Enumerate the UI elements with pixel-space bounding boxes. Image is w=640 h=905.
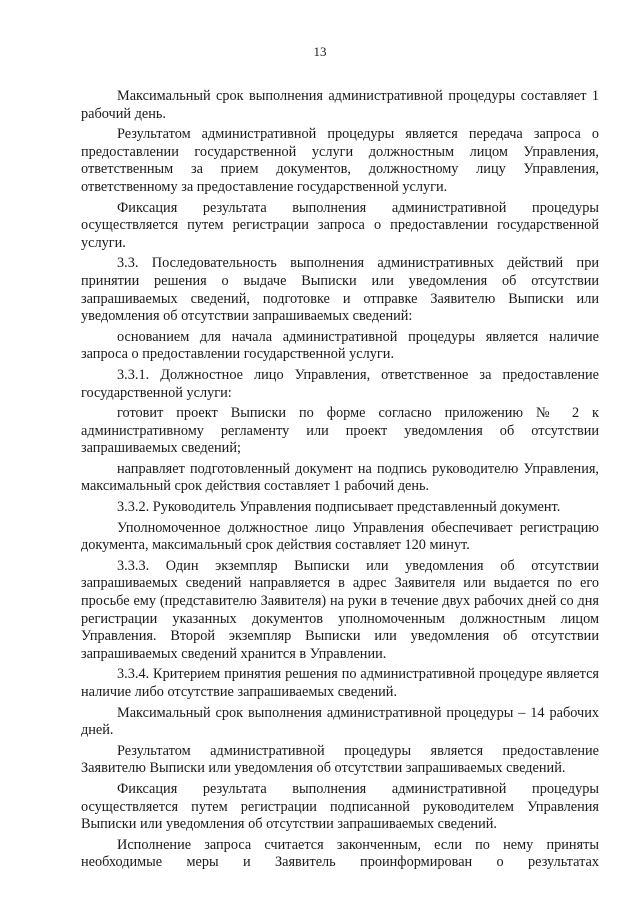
paragraph: 3.3. Последовательность выполнения административных действий при принятии решения о выдаче Выписки или уведомления об отсутствии запрашиваемых сведений, подготовке и отправке Заявителю Выписки или уведомления об отсутствии запрашиваемых сведений: [81,255,599,325]
paragraph: 3.3.3. Один экземпляр Выписки или уведомления об отсутствии запрашиваемых сведений направляется в адрес Заявителя или выдается по его просьбе ему (представителю Заявителя) на руки в течение двух рабочих дней со дня регистрации указанных документов уполномоченным должностным лицом Управления. Второй экземпляр Выписки или уведомления об отсутствии запрашиваемых сведений хранится в Управлении. [81,557,599,662]
paragraph: готовит проект Выписки по форме согласно приложению № 2 к административному регламенту или проект уведомления об отсутствии запрашиваемых сведений; [81,405,599,457]
page-number: 13 [313,44,327,59]
paragraph: 3.3.1. Должностное лицо Управления, ответственное за предоставление государственной услуги: [81,366,599,401]
paragraph: Максимальный срок выполнения административной процедуры – 14 рабочих дней. [81,704,599,739]
paragraph: Результатом административной процедуры является предоставление Заявителю Выписки или уведомления об отсутствии запрашиваемых сведений. [81,742,599,777]
paragraph: направляет подготовленный документ на подпись руководителю Управления, максимальный срок действия составляет 1 рабочий день. [81,460,599,495]
paragraph: Максимальный срок выполнения административной процедуры составляет 1 рабочий день. [81,88,599,122]
paragraph: Результатом административной процедуры является передача запроса о предоставлении государственной услуги должностным лицом Управления, ответственным за прием документов, должностному лицу Управления, ответственному за предоставление государственной услуги. [81,126,599,195]
paragraph: Уполномоченное должностное лицо Управления обеспечивает регистрацию документа, максимальный срок действия составляет 120 минут. [81,519,599,554]
paragraph: Исполнение запроса считается законченным, если по нему приняты необходимые меры и Заявитель проинформирован о результатах [81,836,599,871]
paragraph: Фиксация результата выполнения административной процедуры осуществляется путем регистрации подписанной руководителем Управления Выписки или уведомления об отсутствии запрашиваемых сведений. [81,780,599,833]
paragraph: основанием для начала административной процедуры является наличие запроса о предоставлении государственной услуги. [81,328,599,363]
paragraph: 3.3.2. Руководитель Управления подписывает представленный документ. [117,499,561,516]
document-body [81,88,599,875]
paragraph: Фиксация результата выполнения административной процедуры осуществляется путем регистрации запроса о предоставлении государственной услуги. [81,199,599,251]
paragraph: 3.3.4. Критерием принятия решения по административной процедуре является наличие либо отсутствие запрашиваемых сведений. [81,666,599,700]
